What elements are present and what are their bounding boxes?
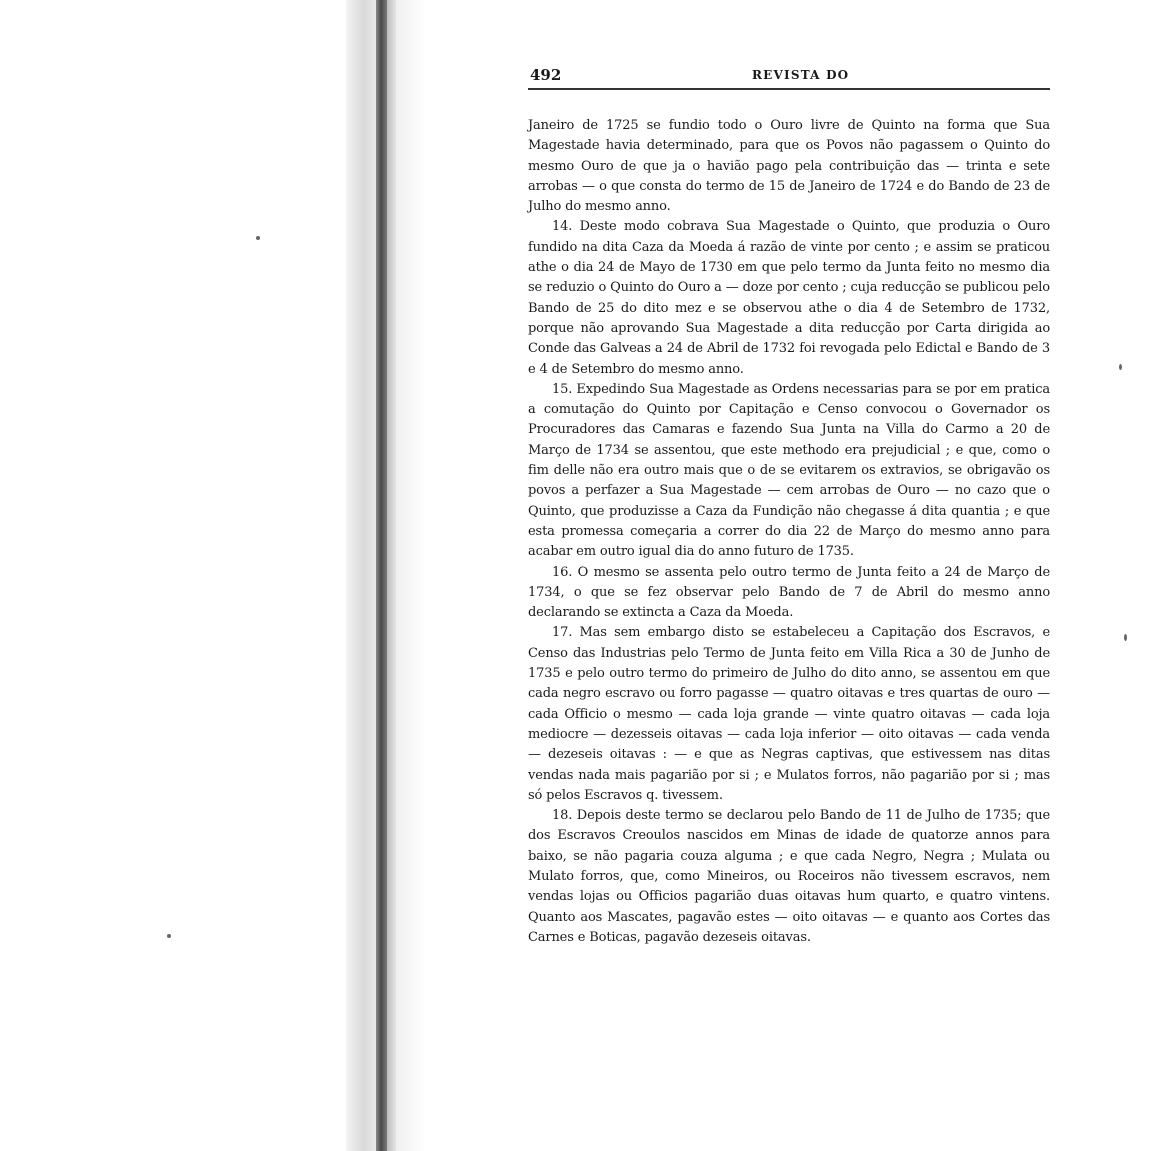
paragraph-continuation: Janeiro de 1725 se fundio todo o Ouro livre de Quinto na forma que Sua Magestade havia determinado, para que os Povos não pagassem o Quinto do mesmo Ouro de que ja o havião pago pela contribuição das — trinta e sete arrobas — o que consta do termo de 15 de Janeiro de 1724 e do Bando de 23 de Julho do mesmo anno. [528,118,1050,215]
scan-speck [1119,364,1122,370]
paragraph-15: 15. Expedindo Sua Magestade as Ordens necessarias para se por em pratica a comutação do Quinto por Capitação e Censo convocou o Governador os Procuradores das Camaras e fazendo Sua Junta na Villa do Carmo a 20 de Março de 1734 se assentou, que este methodo era prejudicial ; e que, como o fim delle não era outro mais que o de se evitarem os extravios, se obrigavão os povos a perfazer a Sua Magestade — cem arrobas de Ouro — no cazo que o Quinto, que produzisse a Caza da Fundição não chegasse á dita quantia ; e que esta promessa começaria a correr do dia 22 de Março do mesmo anno para acabar em outro igual dia do anno futuro de 1735. [528,381,1050,560]
binding-gutter [346,0,426,1151]
page-number: 492 [530,66,562,84]
scan-speck [256,236,260,240]
scan-speck [167,934,171,938]
book-page [528,62,1050,948]
page-header [528,62,1050,90]
paragraph-16: 16. O mesmo se assenta pelo outro termo de Junta feito a 24 de Março de 1734, o que se fez observar pelo Bando de 7 de Abril do mesmo anno declarando se extincta a Caza da Moeda. [528,564,1050,621]
paragraph-17: 17. Mas sem embargo disto se estabeleceu a Capitação dos Escravos, e Censo das Industrias pelo Termo de Junta feito em Villa Rica a 30 de Junho de 1735 e pelo outro termo do primeiro de Julho do dito anno, se assentou em que cada negro escravo ou forro pagasse — quatro oitavas e tres quartas de ouro — cada Officio o mesmo — cada loja grande — vinte quatro oitavas — cada loja mediocre — dezesseis oitavas — cada loja inferior — oito oitavas — cada venda — dezeseis oitavas : — e que as Negras captivas, que estivessem nas ditas vendas nada mais pagarião por si ; e Mulatos forros, não pagarião por si ; mas só pelos Escravos q. tivessem. [528,625,1050,803]
page-body [528,90,1050,948]
paragraph-18: 18. Depois deste termo se declarou pelo Bando de 11 de Julho de 1735; que dos Escravos Creoulos nascidos em Minas de idade de quatorze annos para baixo, se não pagaria couza alguma ; e que cada Negro, Negra ; Mulata ou Mulato forros, que, como Mineiros, ou Roceiros não tivessem escravos, nem vendas lojas ou Officios pagarião duas oitavas hum quarto, e quatro vintens. Quanto aos Mascates, pagavão estes — oito oitavas — e quanto aos Cortes das Carnes e Boticas, pagavão dezeseis oitavas. [528,808,1050,945]
running-title: REVISTA DO [752,68,850,82]
scan-speck [1124,634,1127,641]
paragraph-14: 14. Deste modo cobrava Sua Magestade o Quinto, que produzia o Ouro fundido na dita Caza da Moeda á razão de vinte por cento ; e assim se praticou athe o dia 24 de Mayo de 1730 em que pelo termo da Junta feito no mesmo dia se reduzio o Quinto do Ouro a — doze por cento ; cuja reducção se publicou pelo Bando de 25 do dito mez e se observou athe o dia 4 de Setembro de 1732, porque não aprovando Sua Magestade a dita reducção por Carta dirigida ao Conde das Galveas a 24 de Abril de 1732 foi revogada pelo Edictal e Bando de 3 e 4 de Setembro do mesmo anno. [528,219,1050,377]
